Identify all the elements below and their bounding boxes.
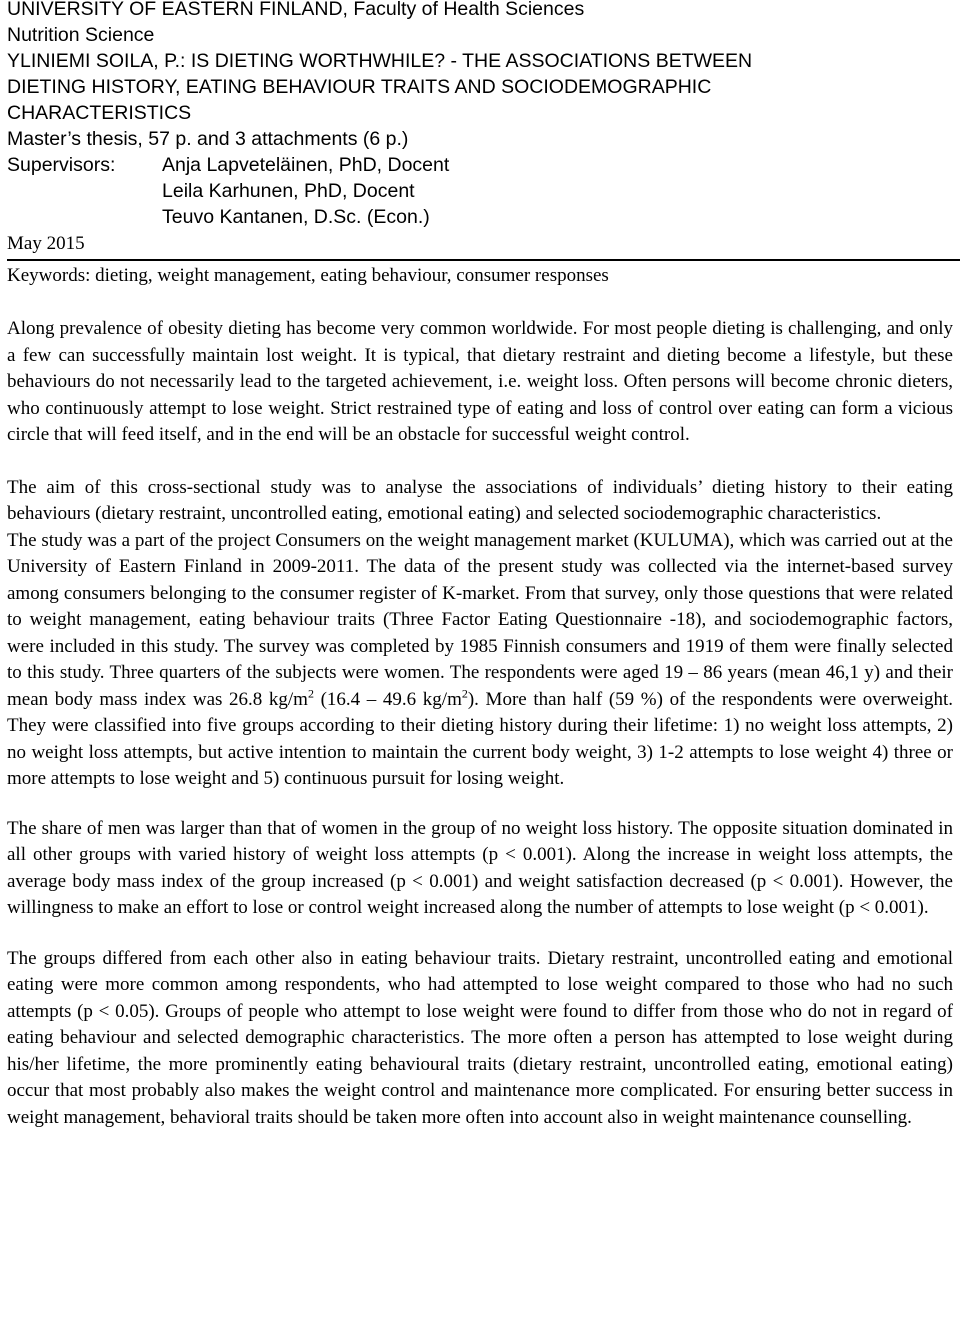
supervisors-list bbox=[162, 152, 449, 230]
superscript: 2 bbox=[307, 686, 314, 701]
header-divider bbox=[7, 259, 960, 261]
paragraph-text: ). More than half (59 %) of the respondents were overweight. They were classified into five groups according to their dieting history during their lifetime: 1) no weight loss attempts, 2) no weight loss attempts, but active intention to maintain the current body weight, 3) 1-2 attempts to lose weight 4) three or more attempts to lose weight and 5) continuous pursuit for losing weight. bbox=[7, 688, 954, 789]
university-line: UNIVERSITY OF EASTERN FINLAND, Faculty of Health Sciences bbox=[7, 0, 585, 20]
program-line: Nutrition Science bbox=[7, 24, 155, 46]
keywords-line: Keywords: dieting, weight management, eating behaviour, consumer responses bbox=[7, 265, 609, 286]
supervisor-name: Leila Karhunen, PhD, Docent bbox=[162, 180, 415, 202]
supervisors-block bbox=[7, 152, 953, 230]
abstract-page bbox=[7, 0, 953, 1131]
abstract-paragraph-3 bbox=[7, 528, 953, 793]
superscript: 2 bbox=[461, 686, 468, 701]
author-title-line: YLINIEMI SOILA, P.: IS DIETING WORTHWHILE? - THE ASSOCIATIONS BETWEEN bbox=[7, 50, 753, 72]
title-line-3: CHARACTERISTICS bbox=[7, 102, 192, 124]
title-line-2: DIETING HISTORY, EATING BEHAVIOUR TRAITS AND SOCIODEMOGRAPHIC bbox=[7, 76, 712, 98]
supervisor-name: Teuvo Kantanen, D.Sc. (Econ.) bbox=[162, 206, 430, 228]
abstract-paragraph-4: The share of men was larger than that of women in the group of no weight loss history. The opposite situation dominated in all other groups with varied history of weight loss attempts (p < 0.001). Along the increase in weight loss attempts, the average body mass index of the group increased (p < 0.001) and weight satisfaction decreased (p < 0.001). However, the willingness to make an effort to lose or control weight increased along the number of attempts to lose weight (p < 0.001). bbox=[7, 817, 953, 918]
thesis-info: Master’s thesis, 57 p. and 3 attachments (6 p.) bbox=[7, 128, 409, 150]
paragraph-text: The study was a part of the project Consumers on the weight management market (KULUMA), which was carried out at the University of Eastern Finland in 2009-2011. The data of the present study was collected via the internet-based survey among consumers belonging to the consumer register of K-market. From that survey, only those questions that were related to weight management, eating behaviour traits (Three Factor Eating Questionnaire -18), and sociodemographic factors, were included in this study. The survey was completed by 1985 Finnish consumers and 1919 of them were finally selected to this study. Three quarters of the subjects were women. The respondents were aged 19 – 86 years (mean 46,1 y) and their mean body mass index was 26.8 kg/m bbox=[7, 529, 953, 710]
supervisor-name: Anja Lapveteläinen, PhD, Docent bbox=[162, 154, 450, 176]
supervisors-label: Supervisors: bbox=[7, 154, 116, 176]
abstract-paragraph-2: The aim of this cross-sectional study was to analyse the associations of individuals’ dieting history to their eating behaviours (dietary restraint, uncontrolled eating, emotional eating) and selected sociodemographic characteristics. bbox=[7, 476, 953, 524]
thesis-header bbox=[7, 0, 953, 230]
thesis-date: May 2015 bbox=[7, 233, 85, 254]
abstract-paragraph-1: Along prevalence of obesity dieting has become very common worldwide. For most people dieting is challenging, and only a few can successfully maintain lost weight. It is typical, that dietary restraint and dieting become a lifestyle, but these behaviours do not necessarily lead to the targeted achievement, i.e. weight loss. Often persons will become chronic dieters, who continuously attempt to lose weight. Strict restrained type of eating and loss of control over eating can form a vicious circle that will feed itself, and in the end will be an obstacle for successful weight control. bbox=[7, 318, 953, 445]
abstract-paragraph-5: The groups differed from each other also in eating behaviour traits. Dietary restraint, uncontrolled eating and emotional eating were more common among respondents, who had attempted to lose weight compared to those who had no such attempts (p < 0.05). Groups of people who attempt to lose weight were found to differ from those who do not in regard of eating behaviour and selected demographic characteristics. The more often a person has attempted to lose weight during his/her lifetime, the more prominently eating behavioural traits (dietary restraint, uncontrolled eating, emotional eating) occur that most probably also makes the weight control and maintenance more complicated. For ensuring better success in weight management, behavioral traits should be taken more often into account also in weight maintenance counselling. bbox=[7, 947, 953, 1128]
paragraph-text: (16.4 – 49.6 kg/m bbox=[313, 688, 462, 710]
